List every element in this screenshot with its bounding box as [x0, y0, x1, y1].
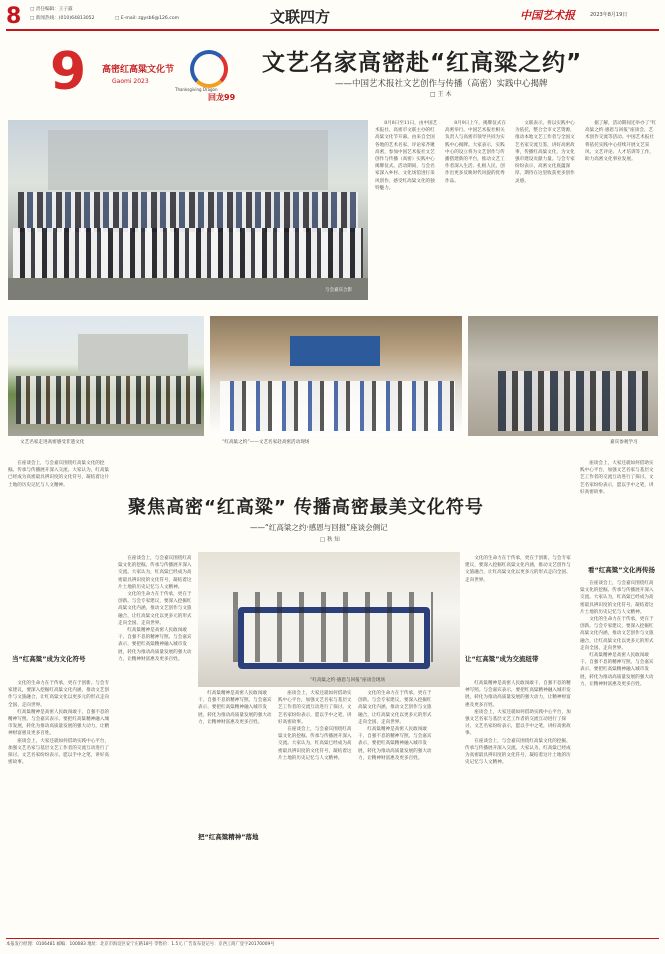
article1-title: 文艺名家高密赴“红高粱之约” [262, 50, 583, 76]
logo-numeral: 9 [50, 42, 87, 102]
photo-visit [468, 316, 658, 436]
article2-col-4: 座谈会上，大家还就如何借助实践中心平台，加强文艺名家与基层文艺工作者的交流互动进行了探讨。文艺名家纷纷表示，愿以手中之笔，讲好高密故事。 在座谈会上，与会嘉宾围绕红高粱文化的挖掘、传承与传播展开深入交流。大家认为，红高粱已经成为高密最具辨识度的文化符号，凝结着这片土地的历史记忆与人文精神。 [278, 691, 352, 761]
page-number: 8 [6, 4, 22, 29]
article1-col-3: 文联表示，将以实践中心为依托，整合全市文艺资源，推动本地文艺工作者与全国文艺名家交流互鉴，讲好高密故事，传播红高粱文化，为文化强市建设贡献力量。与会专家纷纷表示，高密文化底蕴深厚，期待在这里收获更多创作灵感。 [515, 121, 575, 184]
article2-col-right-top: 座谈会上，大家还就如何借助实践中心平台，加强文艺名家与基层文艺工作者的交流互动进行了探讨。文艺名家纷纷表示，愿以手中之笔，讲好高密故事。 [580, 461, 654, 495]
header [0, 0, 665, 34]
row-front [13, 228, 363, 278]
logo-year: Gaomi 2023 [112, 78, 149, 85]
header-rule [6, 29, 659, 31]
article2-title: 聚焦高密“红高粱” 传播高密最美文化符号 [128, 497, 484, 518]
article2-col-6: 文化的生命力在于传承，更在于创新。与会专家建议，要深入挖掘红高粱文化内涵，推动文艺创作与文旅融合，让红高粱文化以更多元的形式走向全国、走向世界。 [465, 556, 571, 583]
brand-swirl-icon [190, 50, 228, 88]
audience-tables [220, 381, 455, 431]
issue-date: 2023年8月19日 [590, 12, 628, 18]
article1-col-4: 据了解，活动期间还举办了“红高粱之约·感恩与回报”座谈会、艺术创作交流等活动。中国艺术报社将依托实践中心持续开展文艺采风、文艺评论、人才培训等工作，助力高密文化事业发展。 [585, 121, 657, 163]
article1-subtitle: ——中国艺术报社文艺创作与传播（高密）实践中心揭牌 [335, 79, 548, 89]
heading-spread-culture: 看“红高粱”文化再传扬 [588, 566, 656, 574]
heading-exchange-bond: 让“红高粱”成为交流纽带 [465, 655, 539, 663]
header-meta-editor: □ 责任编辑：王子露 [30, 7, 73, 12]
article1-byline: □ 王 木 [430, 91, 452, 98]
building [78, 334, 188, 374]
photo4-caption: 嘉宾参观学习 [610, 440, 638, 445]
footer-text: 本报发行经理：0106481 邮编：100083 地址：北京市海淀区安宁庄路18号 零售价：1.5元 广告发布登记号：京西工商广登字20170009号 [6, 942, 275, 947]
footer-rule [6, 938, 659, 939]
photo2-caption: 文艺名家走进高密感受非遗文化 [20, 440, 85, 445]
article1-col-1: 8月8日至11日，由中国艺术报社、高密市文联主办的红高粱文化节开幕。由来自全国各地的艺术名家、评论家齐聚高密，参加中国艺术报社文艺创作与传播（高密）实践中心揭牌仪式。活动期间，与会名家深入乡村、文化场馆进行采风创作，感受红高粱文化的独特魅力。 [375, 121, 438, 191]
logo-text: 高密红高粱文化节 [102, 65, 175, 75]
article2-col-5: 文化的生命力在于传承，更在于创新。与会专家建议，要深入挖掘红高粱文化内涵，推动文艺创作与文旅融合，让红高粱文化以更多元的形式走向全国、走向世界。 红高粱精神是高密人民敢闯敢干、自强不息的精神写照。与会嘉宾表示，要把红高粱精神融入城市发展，转化为推动高质量发展的强大动力，让精神财富惠及更多百姓。 [358, 691, 432, 761]
photo-nonheritage [8, 316, 204, 436]
pavement [8, 278, 368, 300]
festival-logo [50, 42, 280, 108]
photo1-caption: 与会嘉宾合影 [325, 288, 352, 293]
article2-subtitle: ——“红高粱之约·感恩与回报”座谈会侧记 [250, 523, 388, 532]
seated-guests [223, 592, 433, 662]
heading-spirit-landing: 把“红高粱精神”落地 [198, 833, 259, 841]
header-meta-hotline: □ 新闻热线：(010)64813052 [30, 16, 95, 21]
building-backdrop [48, 130, 328, 190]
article2-col-1: 在座谈会上，与会嘉宾围绕红高粱文化的挖掘、传承与传播展开深入交流。大家认为，红高粱已经成为高密最具辨识度的文化符号，凝结着这片土地的历史记忆与人文精神。 [8, 461, 110, 488]
photo3-caption: “红高粱之约”——文艺名家赴高密活动现场 [222, 440, 310, 445]
brand-name: 回龙99 [208, 93, 236, 102]
visitors [498, 371, 648, 431]
article2-col-7: 红高粱精神是高密人民敢闯敢干、自强不息的精神写照。与会嘉宾表示，要把红高粱精神融入城市发展，转化为推动高质量发展的强大动力，让精神财富惠及更多百姓。 座谈会上，大家还就如何借助实践中心平台，加强文艺名家与基层文艺工作者的交流互动进行了探讨。文艺名家纷纷表示，愿以手中之笔，讲好高密故事。 在座谈会上，与会嘉宾围绕红高粱文化的挖掘、传承与传播展开深入交流。大家认为，红高粱已经成为高密最具辨识度的文化符号，凝结着这片土地的历史记忆与人文精神。 [465, 681, 571, 766]
stage-screen [290, 336, 380, 366]
article2-col-3: 红高粱精神是高密人民敢闯敢干、自强不息的精神写照。与会嘉宾表示，要把红高粱精神融入城市发展，转化为推动高质量发展的强大动力，让精神财富惠及更多百姓。 [198, 691, 272, 725]
article1-col-2: 8月9日上午，揭牌仪式在高密举行。中国艺术报社相关负责人与高密市领导共同为实践中心揭牌。大家表示，实践中心的设立将为文艺创作与传播搭建新的平台，推动文艺工作者深入生活、扎根人民，创作出更多反映时代风貌的优秀作品。 [445, 121, 506, 184]
header-meta-email: □ E-mail: zgysb6@126.com [115, 16, 180, 21]
seminar-photo [198, 552, 460, 687]
article2-col-left-2: 文化的生命力在于传承，更在于创新。与会专家建议，要深入挖掘红高粱文化内涵，推动文艺创作与文旅融合，让红高粱文化以更多元的形式走向全国、走向世界。 红高粱精神是高密人民敢闯敢干、自强不息的精神写照。与会嘉宾表示，要把红高粱精神融入城市发展，转化为推动高质量发展的强大动力，让精神财富惠及更多百姓。 座谈会上，大家还就如何借助实践中心平台，加强文艺名家与基层文艺工作者的交流互动进行了探讨。文艺名家纷纷表示，愿以手中之笔，讲好高密故事。 [8, 681, 110, 766]
row-back [18, 192, 358, 232]
section-title: 文联四方 [270, 8, 331, 26]
article2-col-8: 在座谈会上，与会嘉宾围绕红高粱文化的挖掘、传承与传播展开深入交流。大家认为，红高粱已经成为高密最具辨识度的文化符号，凝结着这片土地的历史记忆与人文精神。 文化的生命力在于传承，更在于创新。与会专家建议，要深入挖掘红高粱文化内涵，推动文艺创作与文旅融合，让红高粱文化以更多元的形式走向全国、走向世界。 红高粱精神是高密人民敢闯敢干、自强不息的精神写照。与会嘉宾表示，要把红高粱精神融入城市发展，转化为推动高质量发展的强大动力，让精神财富惠及更多百姓。 [580, 581, 654, 687]
seminar-caption: “红高粱之约·感恩与回报”座谈会现场 [310, 678, 386, 683]
article2-col-2: 在座谈会上，与会嘉宾围绕红高粱文化的挖掘、传承与传播展开深入交流。大家认为，红高粱已经成为高密最具辨识度的文化符号，凝结着这片土地的历史记忆与人文精神。 文化的生命力在于传承，更在于创新。与会专家建议，要深入挖掘红高粱文化内涵，推动文艺创作与文旅融合，让红高粱文化以更多元的形式走向全国、走向世界。 红高粱精神是高密人民敢闯敢干、自强不息的精神写照。与会嘉宾表示，要把红高粱精神融入城市发展，转化为推动高质量发展的强大动力，让精神财富惠及更多百姓。 [118, 556, 192, 662]
article2-byline: □ 秋 知 [320, 537, 340, 543]
group-photo [8, 120, 368, 300]
crowd [16, 376, 201, 424]
photo-event-hall [210, 316, 462, 436]
brand-line: Thanksgiving Dragon [175, 87, 218, 92]
masthead: 中国艺术报 [520, 9, 575, 22]
heading-cultural-symbol: 当“红高粱”成为文化符号 [12, 655, 86, 663]
